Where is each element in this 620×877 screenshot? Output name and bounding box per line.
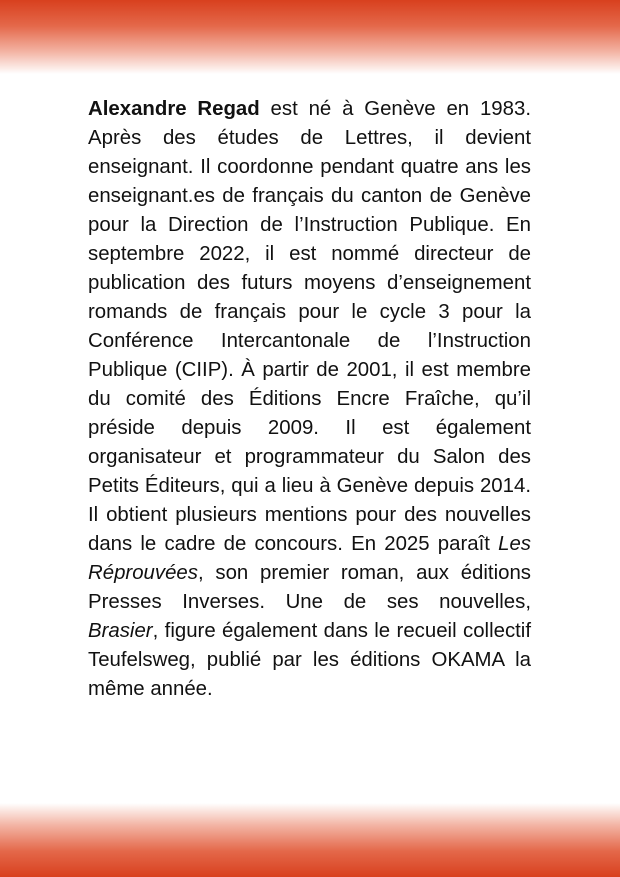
bio-text-part-3: , figure également dans le recueil collectif Teufelsweg, publié par les éditions OKAMA la même année.	[88, 620, 531, 700]
top-gradient-band	[0, 0, 620, 74]
author-name: Alexandre Regad	[88, 98, 260, 120]
bio-text-part-1: est né à Genève en 1983. Après des études de Lettres, il devient enseignant. Il coordonne pendant quatre ans les enseignant.es de français du canton de Genève pour la Direction de l’Instruction Publique. En septembre 2022, il est nommé directeur de publication des futurs moyens d’enseignement romands de français pour le cycle 3 pour la Conférence Intercantonale de l’Instruction Publique (CIIP). À partir de 2001, il est membre du comité des Éditions Encre Fraîche, qu’il préside depuis 2009. Il est également organisateur et programmateur du Salon des Petits Éditeurs, qui a lieu à Genève depuis 2014. Il obtient plusieurs mentions pour des nouvelles dans le cadre de concours. En 2025 paraît	[88, 98, 531, 555]
bottom-gradient-band	[0, 803, 620, 877]
novel-title: Les Réprouvées	[88, 533, 531, 584]
story-title: Brasier	[88, 620, 153, 642]
bio-text-part-2: , son premier roman, aux éditions Presses Inverses. Une de ses nouvelles,	[88, 562, 531, 613]
author-biography	[88, 95, 531, 704]
